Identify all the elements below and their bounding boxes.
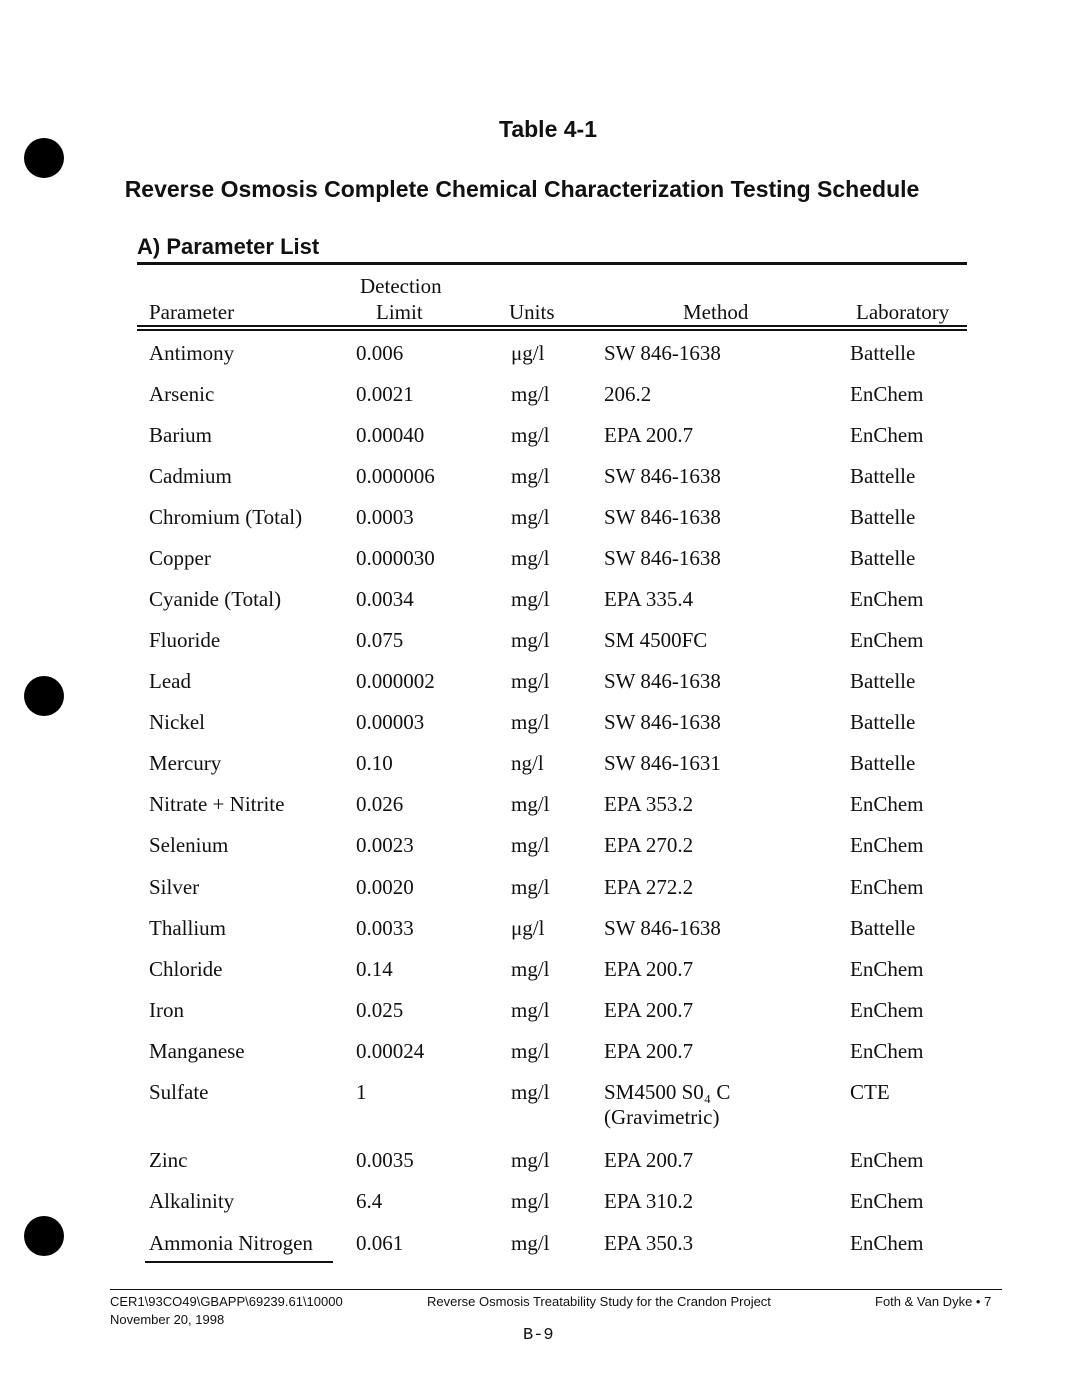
table-title: Reverse Osmosis Complete Chemical Characterization Testing Schedule xyxy=(124,176,920,202)
cell-laboratory: Battelle xyxy=(850,546,916,570)
cell-method xyxy=(604,546,721,571)
cell-units: mg/l xyxy=(511,710,550,734)
cell-parameter: Iron xyxy=(149,998,184,1022)
cell-units: mg/l xyxy=(511,1080,550,1104)
cell-method xyxy=(604,464,721,489)
method-text: EPA 200.7 xyxy=(604,1039,694,1063)
method-text: SW 846-1638 xyxy=(604,464,721,488)
method-text: SW 846-1638 xyxy=(604,916,721,940)
cell-parameter: Manganese xyxy=(149,1039,245,1063)
table-number: Table 4-1 xyxy=(499,116,597,142)
cell-laboratory: Battelle xyxy=(850,505,916,529)
method-text: EPA 310.2 xyxy=(604,1189,694,1213)
cell-laboratory: Battelle xyxy=(850,710,916,734)
cell-units: mg/l xyxy=(511,998,550,1022)
method-text: SM4500 S0₄ C xyxy=(604,1080,731,1104)
cell-units: mg/l xyxy=(511,1039,550,1063)
cell-units: ng/l xyxy=(511,751,544,775)
cell-laboratory: EnChem xyxy=(850,1189,924,1213)
cell-limit: 0.00003 xyxy=(356,710,425,734)
cell-units: mg/l xyxy=(511,1189,550,1213)
cell-parameter: Copper xyxy=(149,546,211,570)
cell-method xyxy=(604,628,707,653)
punch-hole-bottom xyxy=(24,1216,64,1256)
cell-method xyxy=(604,341,721,366)
cell-limit: 0.026 xyxy=(356,792,404,816)
cell-method xyxy=(604,1039,693,1064)
cell-limit: 0.025 xyxy=(356,998,404,1022)
cell-units: mg/l xyxy=(511,505,550,529)
cell-method xyxy=(604,1231,693,1256)
cell-units: mg/l xyxy=(511,669,550,693)
cell-units: μg/l xyxy=(511,341,545,365)
cell-limit: 0.0035 xyxy=(356,1148,414,1172)
cell-laboratory: EnChem xyxy=(850,998,924,1022)
cell-units: mg/l xyxy=(511,1148,550,1172)
cell-method xyxy=(604,751,721,776)
cell-parameter: Thallium xyxy=(149,916,226,940)
cell-method xyxy=(604,1189,693,1214)
cell-limit: 0.000002 xyxy=(356,669,435,693)
cell-method xyxy=(604,998,693,1023)
page-number: B-9 xyxy=(523,1326,554,1345)
cell-units: mg/l xyxy=(511,382,550,406)
header-laboratory: Laboratory xyxy=(856,300,950,324)
cell-laboratory: EnChem xyxy=(850,792,924,816)
cell-parameter: Fluoride xyxy=(149,628,221,652)
cell-parameter: Antimony xyxy=(149,341,235,365)
cell-parameter: Arsenic xyxy=(149,382,215,406)
method-text: SW 846-1638 xyxy=(604,710,721,734)
cell-limit: 0.006 xyxy=(356,341,404,365)
method-text: 206.2 xyxy=(604,382,652,406)
cell-laboratory: EnChem xyxy=(850,1231,924,1255)
cell-limit: 0.0033 xyxy=(356,916,414,940)
cell-limit: 0.0034 xyxy=(356,587,414,611)
method-text: SW 846-1638 xyxy=(604,341,721,365)
cell-laboratory: EnChem xyxy=(850,875,924,899)
cell-laboratory: EnChem xyxy=(850,423,924,447)
method-text: EPA 335.4 xyxy=(604,587,694,611)
cell-parameter: Nickel xyxy=(149,710,205,734)
cell-parameter: Selenium xyxy=(149,833,229,857)
cell-laboratory: EnChem xyxy=(850,833,924,857)
method-text: EPA 270.2 xyxy=(604,833,694,857)
method-text: SW 846-1631 xyxy=(604,751,721,775)
cell-limit: 1 xyxy=(356,1080,367,1104)
method-text: EPA 200.7 xyxy=(604,957,694,981)
method-text: SM 4500FC xyxy=(604,628,708,652)
cell-units: mg/l xyxy=(511,875,550,899)
cell-units: mg/l xyxy=(511,792,550,816)
cell-units: mg/l xyxy=(511,957,550,981)
method-text: SW 846-1638 xyxy=(604,505,721,529)
method-text-line2: (Gravimetric) xyxy=(604,1105,720,1129)
cell-parameter: Zinc xyxy=(149,1148,188,1172)
header-limit: Limit xyxy=(376,300,423,324)
cell-parameter: Nitrate + Nitrite xyxy=(149,792,285,816)
cell-method xyxy=(604,792,693,817)
cell-method xyxy=(604,1148,693,1173)
cell-laboratory: EnChem xyxy=(850,957,924,981)
method-text: EPA 350.3 xyxy=(604,1231,694,1255)
cell-laboratory: Battelle xyxy=(850,341,916,365)
header-rule-upper xyxy=(137,325,967,327)
section-rule xyxy=(137,262,967,265)
cell-parameter: Lead xyxy=(149,669,191,693)
cell-limit: 0.0021 xyxy=(356,382,414,406)
cell-method xyxy=(604,423,693,448)
cell-method xyxy=(604,587,693,612)
section-title: A) Parameter List xyxy=(137,234,320,259)
cell-method xyxy=(604,957,693,982)
method-text: EPA 200.7 xyxy=(604,998,694,1022)
cell-limit: 0.0023 xyxy=(356,833,414,857)
cell-parameter: Chloride xyxy=(149,957,223,981)
cell-method xyxy=(604,1080,730,1130)
cell-laboratory: EnChem xyxy=(850,587,924,611)
cell-parameter: Alkalinity xyxy=(149,1189,235,1213)
cell-method xyxy=(604,710,721,735)
cell-parameter: Mercury xyxy=(149,751,222,775)
cell-method xyxy=(604,669,721,694)
footer-file-path: CER1\93CO49\GBAPP\69239.61\10000 xyxy=(110,1294,343,1309)
cell-units: mg/l xyxy=(511,587,550,611)
cell-units: mg/l xyxy=(511,423,550,447)
cell-limit: 0.061 xyxy=(356,1231,404,1255)
cell-limit: 0.10 xyxy=(356,751,393,775)
cell-parameter: Sulfate xyxy=(149,1080,209,1104)
table-end-rule xyxy=(145,1261,333,1263)
header-units: Units xyxy=(509,300,555,324)
cell-method xyxy=(604,382,651,407)
method-text: SW 846-1638 xyxy=(604,669,721,693)
cell-method xyxy=(604,875,693,900)
cell-limit: 0.00024 xyxy=(356,1039,425,1063)
cell-units: mg/l xyxy=(511,628,550,652)
cell-limit: 0.0020 xyxy=(356,875,414,899)
cell-laboratory: EnChem xyxy=(850,382,924,406)
footer-study-title: Reverse Osmosis Treatability Study for the Crandon Project xyxy=(427,1294,771,1309)
cell-parameter: Silver xyxy=(149,875,200,899)
cell-limit: 0.075 xyxy=(356,628,404,652)
cell-laboratory: Battelle xyxy=(850,669,916,693)
cell-units: mg/l xyxy=(511,833,550,857)
method-text: EPA 272.2 xyxy=(604,875,694,899)
cell-parameter: Cyanide (Total) xyxy=(149,587,282,611)
cell-limit: 0.000030 xyxy=(356,546,435,570)
cell-laboratory: Battelle xyxy=(850,464,916,488)
cell-units: mg/l xyxy=(511,464,550,488)
cell-limit: 0.00040 xyxy=(356,423,425,447)
cell-limit: 0.14 xyxy=(356,957,393,981)
header-method: Method xyxy=(683,300,749,324)
cell-laboratory: EnChem xyxy=(850,1148,924,1172)
cell-units: μg/l xyxy=(511,916,545,940)
cell-parameter: Ammonia Nitrogen xyxy=(149,1231,313,1255)
footer-rule xyxy=(110,1289,1002,1290)
cell-units: mg/l xyxy=(511,546,550,570)
cell-parameter: Cadmium xyxy=(149,464,232,488)
cell-laboratory: Battelle xyxy=(850,751,916,775)
cell-method xyxy=(604,916,721,941)
header-rule-lower xyxy=(137,329,967,331)
punch-hole-middle xyxy=(24,676,64,716)
cell-limit: 0.000006 xyxy=(356,464,435,488)
method-text: SW 846-1638 xyxy=(604,546,721,570)
cell-method xyxy=(604,505,721,530)
cell-parameter: Barium xyxy=(149,423,212,447)
method-text: EPA 200.7 xyxy=(604,423,694,447)
footer-date: November 20, 1998 xyxy=(110,1312,225,1327)
cell-laboratory: CTE xyxy=(850,1080,890,1104)
cell-laboratory: Battelle xyxy=(850,916,916,940)
cell-limit: 0.0003 xyxy=(356,505,414,529)
header-detection: Detection xyxy=(360,274,442,298)
footer-firm-page: Foth & Van Dyke • 7 xyxy=(875,1294,992,1309)
punch-hole-top xyxy=(24,138,64,178)
cell-limit: 6.4 xyxy=(356,1189,383,1213)
header-parameter: Parameter xyxy=(149,300,235,324)
cell-method xyxy=(604,833,693,858)
method-text: EPA 200.7 xyxy=(604,1148,694,1172)
cell-units: mg/l xyxy=(511,1231,550,1255)
cell-laboratory: EnChem xyxy=(850,628,924,652)
cell-laboratory: EnChem xyxy=(850,1039,924,1063)
method-text: EPA 353.2 xyxy=(604,792,694,816)
cell-parameter: Chromium (Total) xyxy=(149,505,303,529)
